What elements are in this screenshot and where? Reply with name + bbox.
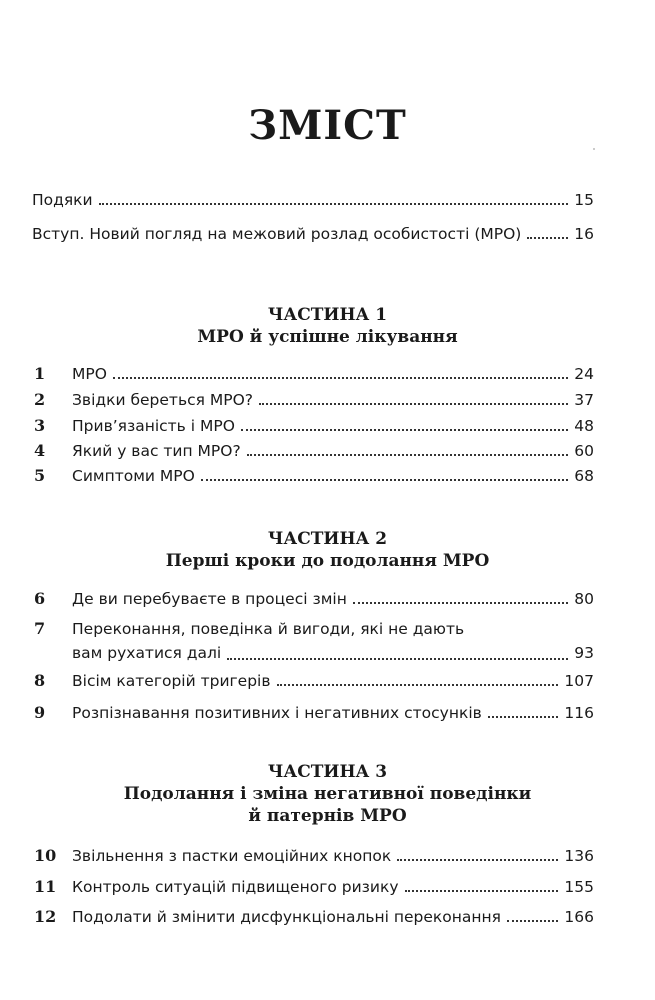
- toc-entry-label-line1: Переконання, поведінка й вигоди, які не дають: [72, 620, 465, 638]
- dot-leader: [397, 859, 558, 861]
- chapter-number: 10: [34, 846, 57, 865]
- toc-entry-label: Подяки: [32, 191, 93, 209]
- chapter-number: 12: [34, 907, 57, 926]
- toc-entry-label: Який у вас тип МРО?: [72, 442, 241, 460]
- toc-entry-label: Звідки береться МРО?: [72, 391, 254, 409]
- toc-entry-page: 136: [564, 847, 594, 865]
- chapter-number: 8: [34, 671, 46, 690]
- dot-leader: [241, 429, 568, 431]
- toc-entry-label: Прив’язаність і МРО: [72, 417, 235, 435]
- dot-leader: [527, 237, 568, 239]
- toc-entry-page: 16: [574, 225, 594, 243]
- chapter-number: 9: [34, 703, 46, 722]
- toc-entry-chapter-10[interactable]: [34, 842, 594, 866]
- chapter-number: 11: [34, 877, 57, 896]
- toc-entry-page: 166: [564, 908, 594, 926]
- dot-leader: [405, 890, 559, 892]
- toc-entry-page: 15: [574, 191, 594, 209]
- toc-entry-chapter-7[interactable]: [34, 617, 594, 665]
- toc-entry-chapter-9[interactable]: [34, 699, 594, 723]
- toc-entry-label: Розпізнавання позитивних і негативних стосунків: [72, 704, 482, 722]
- toc-entry-label: МРО: [72, 365, 107, 383]
- toc-entry-label: Вісім категорій тригерів: [72, 672, 271, 690]
- toc-entry-label: Де ви перебуваєте в процесі змін: [72, 590, 347, 608]
- dot-leader: [113, 377, 568, 379]
- chapter-number: 7: [34, 619, 46, 638]
- dot-leader: [353, 602, 568, 604]
- part-1-subtitle: МРО й успішне лікування: [197, 327, 458, 347]
- chapter-number: 3: [34, 416, 46, 435]
- toc-entry-page: 37: [574, 391, 594, 409]
- toc-entry-label-line2: вам рухатися далі: [72, 644, 222, 662]
- dot-leader: [277, 684, 559, 686]
- dot-leader: [488, 716, 559, 718]
- chapter-number: 5: [34, 466, 46, 485]
- toc-entry-page: 93: [574, 644, 594, 662]
- toc-entry-page: 24: [574, 365, 594, 383]
- toc-entry-label: Звільнення з пастки емоційних кнопок: [72, 847, 392, 865]
- chapter-number: 1: [34, 364, 46, 383]
- chapter-number: 6: [34, 589, 46, 608]
- chapter-number: 4: [34, 441, 46, 460]
- dot-leader: [259, 403, 568, 405]
- toc-entry-chapter-6[interactable]: [34, 585, 594, 609]
- toc-entry-label: Симптоми МРО: [72, 467, 195, 485]
- dot-leader: [201, 479, 568, 481]
- toc-entry-page: 116: [564, 704, 594, 722]
- toc-entry-introduction[interactable]: [32, 220, 594, 244]
- dot-leader: [507, 920, 558, 922]
- toc-entry-page: 48: [574, 417, 594, 435]
- part-2-heading: ЧАСТИНА 2: [267, 529, 388, 549]
- toc-entry-page: 68: [574, 467, 594, 485]
- dot-leader: [247, 454, 569, 456]
- part-3-heading: ЧАСТИНА 3: [267, 762, 388, 782]
- toc-entry-chapter-8[interactable]: [34, 667, 594, 691]
- part-2-subtitle: Перші кроки до подолання МРО: [165, 551, 490, 571]
- toc-entry-page: 80: [574, 590, 594, 608]
- toc-entry-page: 107: [564, 672, 594, 690]
- toc-entry-chapter-4[interactable]: [34, 437, 594, 461]
- toc-entry-chapter-11[interactable]: [34, 873, 594, 897]
- toc-entry-page: 60: [574, 442, 594, 460]
- dot-leader: [99, 203, 569, 205]
- toc-entry-chapter-5[interactable]: [34, 462, 594, 486]
- page-title: ЗМІСТ: [248, 102, 407, 149]
- dot-leader: [227, 658, 568, 660]
- toc-entry-label: Подолати й змінити дисфункціональні переконання: [72, 908, 501, 926]
- toc-entry-page: 155: [564, 878, 594, 896]
- toc-entry-label: Вступ. Новий погляд на межовий розлад особистості (МРО): [32, 225, 522, 243]
- toc-entry-chapter-1[interactable]: [34, 360, 594, 384]
- part-1-heading: ЧАСТИНА 1: [267, 305, 388, 325]
- toc-entry-acknowledgements[interactable]: [32, 186, 594, 210]
- toc-entry-chapter-2[interactable]: [34, 386, 594, 410]
- chapter-number: 2: [34, 390, 46, 409]
- speck: [593, 148, 595, 150]
- toc-entry-label: Контроль ситуацій підвищеного ризику: [72, 878, 399, 896]
- toc-entry-chapter-12[interactable]: [34, 903, 594, 927]
- part-3-subtitle-line1: Подолання і зміна негативної поведінки: [123, 784, 532, 804]
- part-3-subtitle-line2: й патернів МРО: [248, 806, 407, 826]
- toc-entry-chapter-3[interactable]: [34, 412, 594, 436]
